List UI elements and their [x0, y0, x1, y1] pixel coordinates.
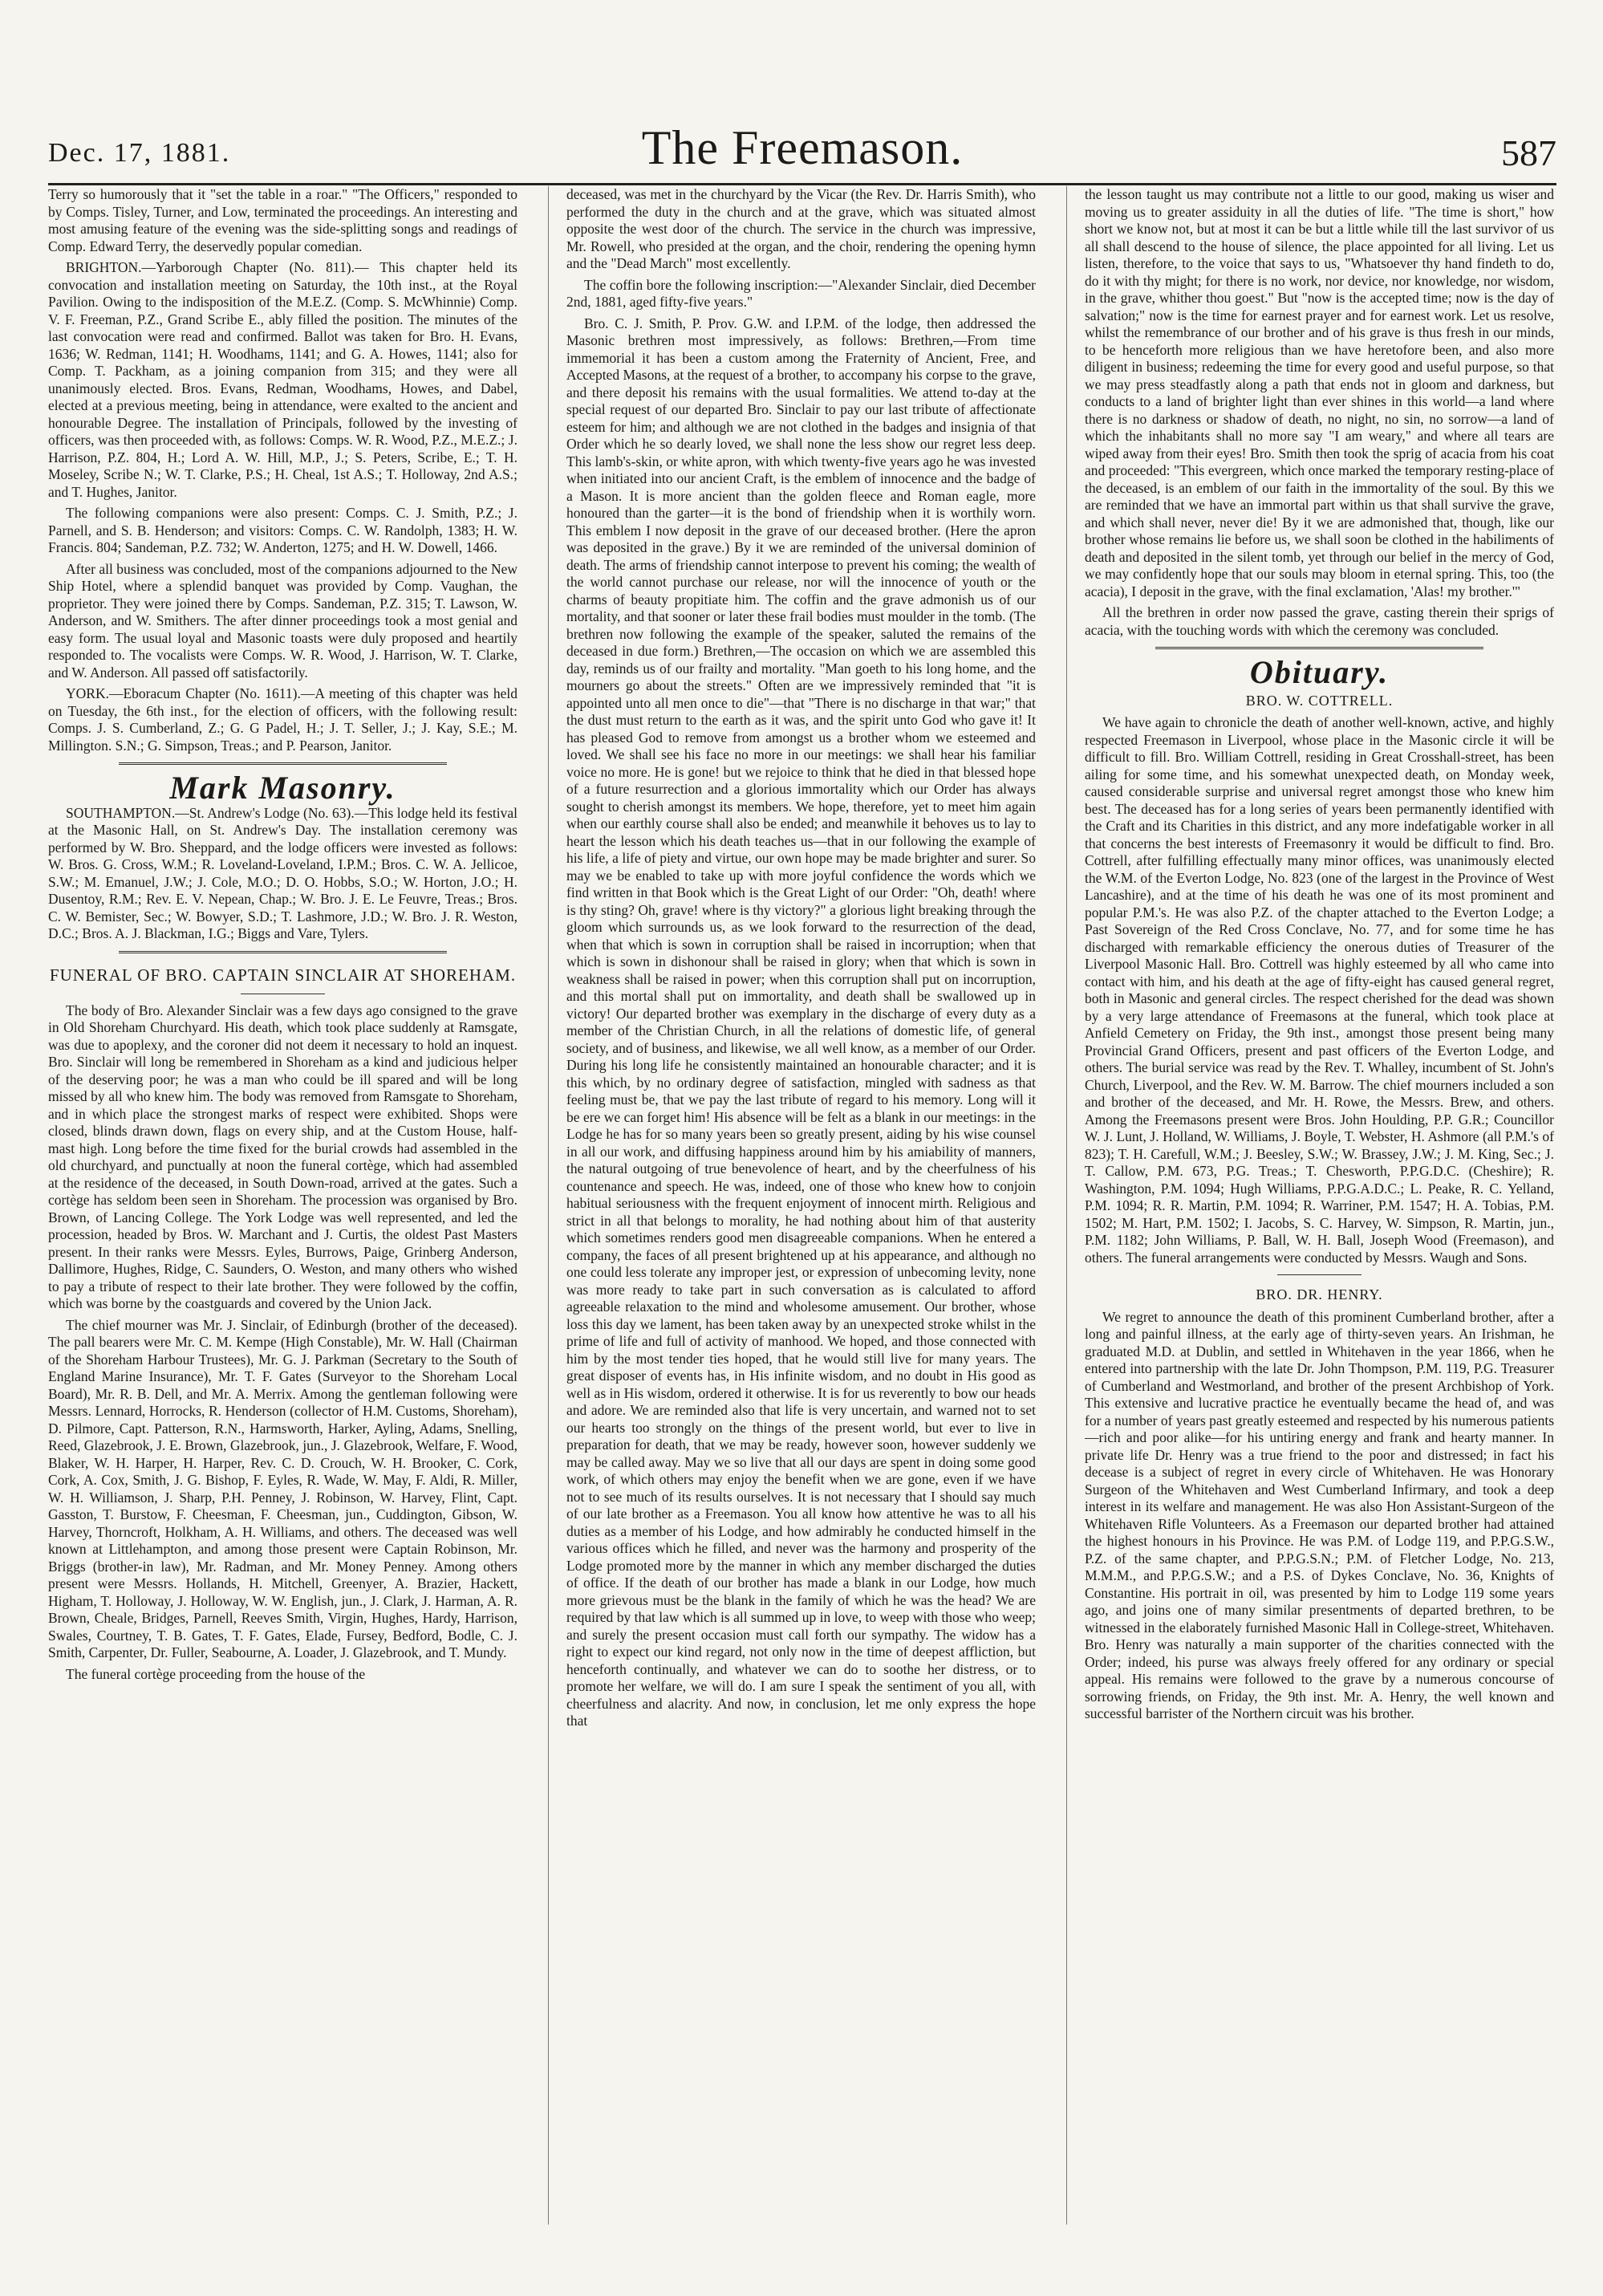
- column-divider: [1066, 186, 1067, 2225]
- section-rule: [1155, 647, 1484, 649]
- henry-heading: BRO. DR. HENRY.: [1256, 1286, 1383, 1302]
- cottrell-obituary: We have again to chronicle the death of another well-known, active, and highly respected Freemason in Liverpool, whose place in the Masonic circle it will be difficult to fill. Bro. William Cottrell, residing in Great Crosshall-street, has been ailing for some time, and his somewhat unexpected death, on Monday week, caused considerable surprise and universal regret amongst those who knew him best. The deceased has for a long series of years been permanently identified with the Craft and its Charities in this district, and any more indefatigable worker in all that concerns the best interests of Freemasonry it would be difficult to find. Bro. Cottrell, after fulfilling effectually many minor offices, was unanimously elected the W.M. of the Everton Lodge, No. 823 (one of the largest in the Province of West Lancashire), and at the time of his death he was one of its most prominent and popular P.M.'s. He was also P.Z. of the chapter attached to the Everton Lodge; a Past Sovereign of the Red Cross Conclave, No. 77, and for some time he has discharged with remarkable efficiency the onerous duties of Treasurer of the Liverpool Masonic Hall. Bro. Cottrell was highly esteemed by all who came into contact with him, and his death at the age of fifty-eight has caused general regret, both in Masonic and general circles. The respect cherished for the dead was shown by a very large attendance of Freemasons at the funeral, which took place at Anfield Cemetery on Friday, the 9th inst., amongst those present being many Provincial Grand Officers, present and past officers of the Everton Lodge, and others. The burial service was read by the Rev. T. Whalley, incumbent of St. John's Church, Liverpool, and the Rev. W. M. Barrow. The chief mourners included a son and brother of the deceased, and Mr. H. Rowe, the Messrs. Brew, and others. Among the Freemasons present were Bros. John Houlding, P.P. G.R.; Councillor W. J. Lunt, J. Holland, W. Williams, J. Boyle, T. Webster, H. Ashmore (all P.M.'s of 823); T. H. Carefull, W.M.; J. Beesley, S.W.; W. Brassey, J.W.; J. M. King, Sec.; J. T. Callow, P.M. 673, P.G. Treas.; T. Chesworth, P.P.G.D.C. (Cheshire); R. Washington, P.M. 1094; Hugh Williams, P.P.G.A.D.C.; L. Peake, R. C. Yelland, P.M. 1094; R. R. Martin, P.M. 1094; R. Warriner, P.M. 1547; H. A. Tobias, P.M. 1502; M. Hart, P.M. 1502; I. Jacobs, S. C. Harvey, W. Simpson, R. Martin, jun., P.M. 1182; John Williams, P. Ball, W. H. Ball, Joseph Wood (Freemason), and others. The funeral arrangements were conducted by Messrs. Waugh and Sons.: [1085, 714, 1554, 1266]
- brighton-banquet: After all business was concluded, most of the companions adjourned to the New Ship Hotel, where a splendid banquet was provided by Comp. Vaughan, the proprietor. They were joined there by Comps. Sandeman, P.Z. 315; T. Lawson, W. Anderson, and W. Smithers. The after dinner proceedings took a most genial and easy form. The usual loyal and Masonic toasts were duly proposed and heartily responded to. The vocalists were Comps. W. R. Wood, J. Harrison, W. T. Clarke, and W. Anderson. All passed off satisfactorily.: [48, 560, 517, 681]
- short-rule: [1277, 1274, 1362, 1275]
- coffin-inscription: The coffin bore the following inscription:—"Alexander Sinclair, died December 2nd, 1881, aged fifty-five years.": [566, 276, 1036, 310]
- section-rule: [119, 951, 448, 953]
- funeral-paragraph: The body of Bro. Alexander Sinclair was a few days ago consigned to the grave in Old Shoreham Churchyard. His death, which took place suddenly at Ramsgate, was due to apoplexy, and the coroner did not deem it necessary to hold an inquest. Bro. Sinclair will long be remembered in Shoreham as a kind and judicious helper of the deserving poor; he was a man who could be ill spared and will be long missed by all who knew him. The body was removed from Ramsgate to Shoreham, and in which place the strongest marks of respect were exhibited. Shops were closed, blinds drawn down, flags on every ship, and at the Custom House, half-mast high. Long before the time fixed for the burial crowds had assembled in the old churchyard, and punctually at noon the funeral cortège, which had assembled at the residence of the deceased, in South Down-road, arrived at the gates. Such a cortège has seldom been seen in Shoreham. The procession was organised by Bro. Brown, of Lancing College. The York Lodge was well represented, and led the procession, headed by Bros. W. Marchant and J. Curtis, the oldest Past Masters present. In their ranks were Messrs. Eyles, Burrows, Paige, Grinberg Anderson, Dallimore, Hughes, Ridge, C. Saunders, O. Weston, and many others who wished to pay a tribute of respect to their late brother. They were followed by the coffin, which was borne by the coastguards and covered by the Union Jack.: [48, 1002, 517, 1311]
- cottrell-heading: BRO. W. COTTRELL.: [1245, 692, 1394, 709]
- issue-date: Dec. 17, 1881.: [48, 138, 231, 168]
- york-report: YORK.—Eboracum Chapter (No. 1611).—A meeting of this chapter was held on Tuesday, the 6th inst., for the election of officers, with the following result: Comps. J. S. Cumberland, Z.; G. G Padel, H.; J. T. Seller, J.; J. Kay, S.E.; M. Millington. S.N.; G. Simpson, Treas.; and P. Pearson, Janitor.: [48, 685, 517, 754]
- brighton-report: BRIGHTON.—Yarborough Chapter (No. 811).— This chapter held its convocation and installation meeting on Saturday, the 10th inst., at the Royal Pavilion. Owing to the indisposition of the M.E.Z. (Comp. S. McWhinnie) Comp. V. F. Freeman, P.Z., Grand Scribe E., ably filled the position. The minutes of the last convocation were read and confirmed. Ballot was taken for Bro. H. Evans, 1636; W. Redman, 1141; H. Woodhams, 1141; and G. A. Howes, 1141; also for Comp. T. Packham, as a joining companion from 315; and they were all unanimously elected. Bros. Evans, Redman, Woodhams, Howes, and Dabel, elected at a previous meeting, being in attendance, were exalted to the ancient and honourable Degree. The installation of Principals, followed by the investing of officers, was then proceeded with, as follows: Comps. W. R. Wood, P.Z., M.E.Z.; J. Harrison, P.Z. 804, H.; Lord A. W. Hill, M.P., J.; S. Peters, Scribe, E.; T. H. Moseley, Scribe N.; W. T. Clarke, P.S.; H. Cheal, 1st A.S.; T. Holloway, 2nd A.S.; and T. Hughes, Janitor.: [48, 259, 517, 500]
- continued-paragraph: Terry so humorously that it "set the table in a roar." "The Officers," responded to by Comps. Tisley, Turner, and Low, terminated the proceedings. An interesting and most amusing feature of the evening was the side-splitting songs and readings of Comp. Edward Terry, the deservedly popular comedian.: [48, 186, 517, 254]
- masthead-rule: [48, 183, 1556, 185]
- ceremony-conclusion: All the brethren in order now passed the grave, casting therein their sprigs of acacia, with the touching words with which the ceremony was concluded.: [1085, 604, 1554, 638]
- funeral-paragraph: The funeral cortège proceeding from the house of the: [66, 1665, 366, 1682]
- column-3: [1085, 186, 1554, 2225]
- column-2: [566, 186, 1036, 2225]
- address-continued: the lesson taught us may contribute not a little to our good, making us wiser and moving us to greater assiduity in all the duties of life. "The time is short," how short we know not, but at most it can be but a little while till the last survivor of us all shall descend to the house of silence, the place appointed for all living. Let us listen, therefore, to the voice that says to us, "Whatsoever thy hand findeth to do, do it with thy might; for there is no work, nor device, nor knowledge, nor wisdom, in the grave, whither thou goest." But "now is the accepted time; now is the day of salvation;" now is the time for earnest prayer and for earnest work. Let us resolve, whilst the remembrance of our brother and of his grave is thus fresh in our minds, to be henceforth more religious than we have heretofore been, and also more diligent in business; redeeming the time for every good and useful purpose, so that we may press steadfastly along a path that ends not in gloom and darkness, but conducts to a land of brighter light than ever shines in this world—a land where there is no darkness or shadow of death, no night, no sin, no sorrow—a land of which the inhabitants shall no more say "I am weary," and where all tears are wiped away from their eyes! Bro. Smith then took the sprig of acacia from his coat and proceeded: "This evergreen, which once marked the temporary resting-place of the deceased, is an emblem of our faith in the immortality of the soul. By this we are reminded that we have an immortal part within us that shall survive the grave, and which shall never, never die! By it we are admonished that, though, like our brother whose remains lie before us, we shall soon be clothed in the habiliments of death and deposited in the silent tomb, yet through our belief in the mercy of God, we may confidently hope that our souls may bloom in eternal spring. This, too (the acacia), I deposit in the grave, with the final exclamation, 'Alas! my brother.'": [1085, 186, 1554, 599]
- masthead: [48, 120, 1556, 185]
- funeral-paragraph: The chief mourner was Mr. J. Sinclair, of Edinburgh (brother of the deceased). The pall bearers were Mr. C. M. Kempe (High Constable), Mr. W. Hall (Chairman of the Shoreham Harbour Trustees), Mr. G. J. Parkman (Secretary to the South of England Marine Insurance), Mr. T. F. Gates (Surveyor to the Shoreham Local Board), Mr. R. B. Dell, and Mr. A. Merrix. Among the gentleman following were Messrs. Lennard, Horrocks, R. Henderson (collector of H.M. Customs, Shoreham), D. Pilmore, Capt. Patterson, R.N., Harmsworth, Harker, Ayling, Adams, Snelling, Reed, Glazebrook, J. E. Brown, Glazebrook, jun., J. Glazebrook, Welfare, F. Wood, Blaker, W. H. Harper, H. Harper, Rev. C. D. Crouch, W. H. Brooker, C. Cork, Cork, A. Cox, Smith, J. G. Bishop, F. Eyles, R. Wade, W. May, F. Aldi, R. Miller, W. H. Williamson, J. Sharp, P.H. Penney, J. Robinson, W. Harvey, Flint, Capt. Gasston, T. Burstow, F. Cheesman, F. Cheesman, jun., Cuddington, Gibson, W. Harvey, Thorncroft, Holkham, A. H. Williams, and others. The deceased was well known at Littlehampton, and among those present were Captain Robinson, Mr. Briggs (brother-in law), Mr. Radman, and Mr. Money Penney. Among others present were Messrs. Hollands, H. Mitchell, Greenyer, A. Brazier, Hackett, Higham, T. Holloway, J. Holloway, W. W. English, jun., J. Clark, J. Harman, A. R. Brown, Cheale, Bridges, Parnell, Reeves Smith, Virgin, Hughes, Hardy, Harrison, Swales, Courtney, T. B. Gates, T. F. Gates, Elade, Fursey, Bedford, Bodle, C. J. Smith, Carpenter, Dr. Fuller, Seabourne, A. Loader, J. Glazebrook, and T. Mundy.: [48, 1316, 517, 1660]
- funeral-address: Bro. C. J. Smith, P. Prov. G.W. and I.P.M. of the lodge, then addressed the Masonic brethren most impressively, as follows: Brethren,—From time immemorial it has been a custom among the Fraternity of Ancient, Free, and Accepted Masons, at the request of a brother, to accompany his corpse to the grave, and there deposit his remains with the usual formalities. We attend to-day at the special request of our departed Bro. Sinclair to pay our last tribute of affectionate esteem for him; and although we are not clothed in the badges and insignia of that Order which he so dearly loved, we shall none the less show our regret less deep. This lamb's-skin, or white apron, with which twenty-five years ago he was invested when initiated into our ancient Craft, is the emblem of innocence and the badge of a Mason. It is more ancient than the golden fleece and Roman eagle, more honoured than the garter—it is the bond of friendship when it is worthily worn. This emblem I now deposit in the grave of our deceased brother. (Here the apron was deposited in the grave.) By it we are reminded of the universal dominion of death. The arms of friendship cannot interpose to prevent his coming; the wealth of the world cannot purchase our release, nor will the innocence of youth or the charms of beauty propitiate him. The coffin and the grave admonish us of our mortality, and that sooner or later these frail bodies must moulder in the tomb. (The brethren now following the example of the speaker, saluted the remains of the deceased in due form.) Brethren,—The occasion on which we are assembled this day, reminds us of our frailty and mortality. "Man goeth to his long home, and the mourners go about the streets." Often are we impressively reminded that "it is appointed unto all men once to die"—that "There is no discharge in that war;" that the dust must return to the earth as it was, and the spirit unto God who gave it! It has pleased God to remove from amongst us a brother whom we esteemed and loved. We shall see his face no more in our meetings: we shall hear his familiar voice no more. He is gone! but we rejoice to think that he died in that blessed hope of a future resurrection and a glorious immortality which our Order has always sought to cherish amongst its members. We hope, therefore, yet to meet him again when our earthly course shall also be ended; and meanwhile it behoves us to lay to heart the lesson which his death teaches us—that in our following the example of his life, a life of piety and virtue, our own hope may be made brighter and surer. So may we be enabled to take up with more joyful confidence the words which we find written in that Book which is the Great Light of our Order: "Oh, death! where is thy sting? Oh, grave! where is thy victory?" a glorious light breaking through the gloom which surrounds us, as we look forward to the resurrection of the dead, when that which is sown in corruption shall be raised in incorruption; when that which is sown in dishonour shall be raised in glory; when that which is sown in weakness shall be raised in power; when this corruption shall put on incorruption, and this mortal shall put on immortality, and death shall be swallowed up in victory! Our departed brother was exemplary in the discharge of every duty as a member of the Christian Church, in all the relations of domestic life, of general society, and of business, and likewise, we all well know, as a member of our Order. During his long life he consistently maintained an honourable character; and it is this which, by no ordinary degree of satisfaction, mingled with sadness as that feeling must be, that we pay the last tribute of regard to his memory. Long will it be ere we can forget him! His absence will be felt as a blank in our meetings: in the Lodge he has for so many years been so greatly present, aiding by his wise counsel in all our work, and diffusing happiness around him by his amiability of manners, the natural outgoing of true benevolence of heart, and by the cheerfulness of his countenance and speech. He was, indeed, one of those who knew how to conjoin habitual seriousness with the frequent enjoyment of innocent mirth. Religious and strict in all that belongs to morality, he had nothing about him of that austerity which sometimes renders good men disagreeable companions. When he entered a company, the faces of all present brightened up at his appearance, and although no one could less tolerate any improper jest, or expression of unbecoming levity, none was more ready to take part in such conversation as is calculated to afford agreeable relaxation to the mind and wholesome amusement. Our brother, whose loss this day we lament, has been taken away by an unexpected stroke whilst in the prime of life and full of activity of manhood. We hoped, and those connected with him by the most tender ties hoped, that he would still live for many years. The great disposer of events has, in His infinite wisdom, and no doubt in His good as well as in His wisdom, ordered it otherwise. It is for us reverently to bow our heads and adore. We are reminded also that life is very uncertain, and warned not to set our hearts too strongly on the things of the present world, but ever to live in preparation for death, that we may be ready, however soon, however suddenly we may be called away. May we so live that all our days are spent in doing some good work, of which others may enjoy the benefit when we are gone, even if we have not to see much of its results ourselves. It is not necessary that I should say much of our late brother as a Freemason. You all know how attentive he was to all his duties as a member of his Lodge, and how admirably he conducted himself in the various offices which he filled, and never was the harmony and prosperity of the Lodge promoted more by the manner in which any member discharged the duties of office. If the death of our brother has made a blank in our Lodge, how much more grievous must be the blank in the family of which he was the head? We are required by that law which is all summed up in love, to weep with those who weep; and surely the present occasion must call forth our sympathy. The widow has a right to expect our kind regard, not only now in the time of deepest affliction, but henceforth continually, and whatever we can do to soothe her distress, or to promote her welfare, we will do. I am sure I speak the sentiment of you all, with cheerfulness and alacrity. And now, in conclusion, let me only express the hope that: [566, 315, 1036, 1729]
- mark-masonry-heading: Mark Masonry.: [169, 770, 396, 806]
- brighton-visitors: The following companions were also present: Comps. C. J. Smith, P.Z.; J. Parnell, and S. B. Henderson; and visitors: Comps. C. W. Randolph, 1383; H. W. Francis. 804; Sandeman, P.Z. 732; W. Anderton, 1275; and H. W. Dowell, 1466.: [48, 505, 517, 555]
- funeral-heading: FUNERAL OF BRO. CAPTAIN SINCLAIR AT SHOREHAM.: [49, 965, 517, 985]
- obituary-heading: Obituary.: [1249, 654, 1390, 690]
- page-number: 587: [1501, 132, 1556, 173]
- henry-obituary: We regret to announce the death of this prominent Cumberland brother, after a long and painful illness, at the early age of thirty-seven years. An Irishman, he graduated M.D. at Dublin, and settled in Whitehaven in the year 1866, when he entered into partnership with the late Dr. John Thompson, P.M. 119, P.G. Treasurer of Cumberland and Westmorland, and brother of the present Archbishop of York. This extensive and lucrative practice he eventually became the head of, and was for a number of years past greatly esteemed and respected by his numerous patients—rich and poor alike—for his untiring energy and frank and hearty manner. In private life Dr. Henry was a true friend to the poor and distressed; in fact his decease is a subject of regret in every circle of Whitehaven. He was Honorary Surgeon of the Whitehaven and West Cumberland Infirmary, and took a deep interest in its welfare and management. He was also Hon Assistant-Surgeon of the Whitehaven Rifle Volunteers. As a Freemason our departed brother had attained the highest honours in his Province. He was P.M. of Lodge 119, and P.P.G.S.W., P.Z. of the same chapter, and P.P.G.S.N.; P.M. of Fletcher Lodge, No. 213, M.M.M., and P.P.G.S.W.; and a P.S. of Dykes Conclave, No. 36, Knights of Constantine. His portrait in oil, was presented by him to Lodge 119 some years ago, and joins one of many similar presentments of departed brethren, to be witnessed in the elaborately furnished Masonic Hall in College-street, Whitehaven. Bro. Henry was naturally a main supporter of the charities connected with the Order; indeed, his purse was always freely offered for any ordinary or special appeal. His remains were followed to the grave by a numerous concourse of sorrowing friends, on Friday, the 9th inst. Mr. A. Henry, the well known and successful barrister of the Northern circuit was his brother.: [1085, 1308, 1554, 1721]
- column-divider: [548, 186, 549, 2225]
- section-rule: [119, 762, 448, 765]
- southampton-report: SOUTHAMPTON.—St. Andrew's Lodge (No. 63).—This lodge held its festival at the Masonic Hall, on St. Andrew's Day. The installation ceremony was performed by W. Bro. Sheppard, and the lodge officers were invested as follows: W. Bros. G. Cross, W.M.; R. Loveland-Loveland, I.P.M.; Bros. C. W. A. Jellicoe, S.W.; M. Emanuel, J.W.; J. Cole, M.O.; D. O. Hobbs, S.O.; W. Horton, J.O.; H. Dusentoy, R.M.; Rev. E. V. Nepean, Chap.; W. Bro. J. E. Le Feuvre, Treas.; Bros. C. W. Bemister, Sec.; W. Bowyer, S.D.; T. Lashmore, J.D.; W. Bro. J. R. Weston, D.C.; Bros. A. J. Blackman, I.G.; Biggs and Vare, Tylers.: [48, 804, 517, 941]
- funeral-continued: deceased, was met in the churchyard by the Vicar (the Rev. Dr. Harris Smith), who performed the duty in the church and at the grave, which was situated almost opposite the west door of the church. The service in the church was impressive, Mr. Rowell, who presided at the organ, and the choir, rendering the opening hymn and the "Dead March" most excellently.: [566, 186, 1036, 271]
- column-1: [48, 186, 517, 2225]
- newspaper-title: The Freemason.: [641, 121, 964, 174]
